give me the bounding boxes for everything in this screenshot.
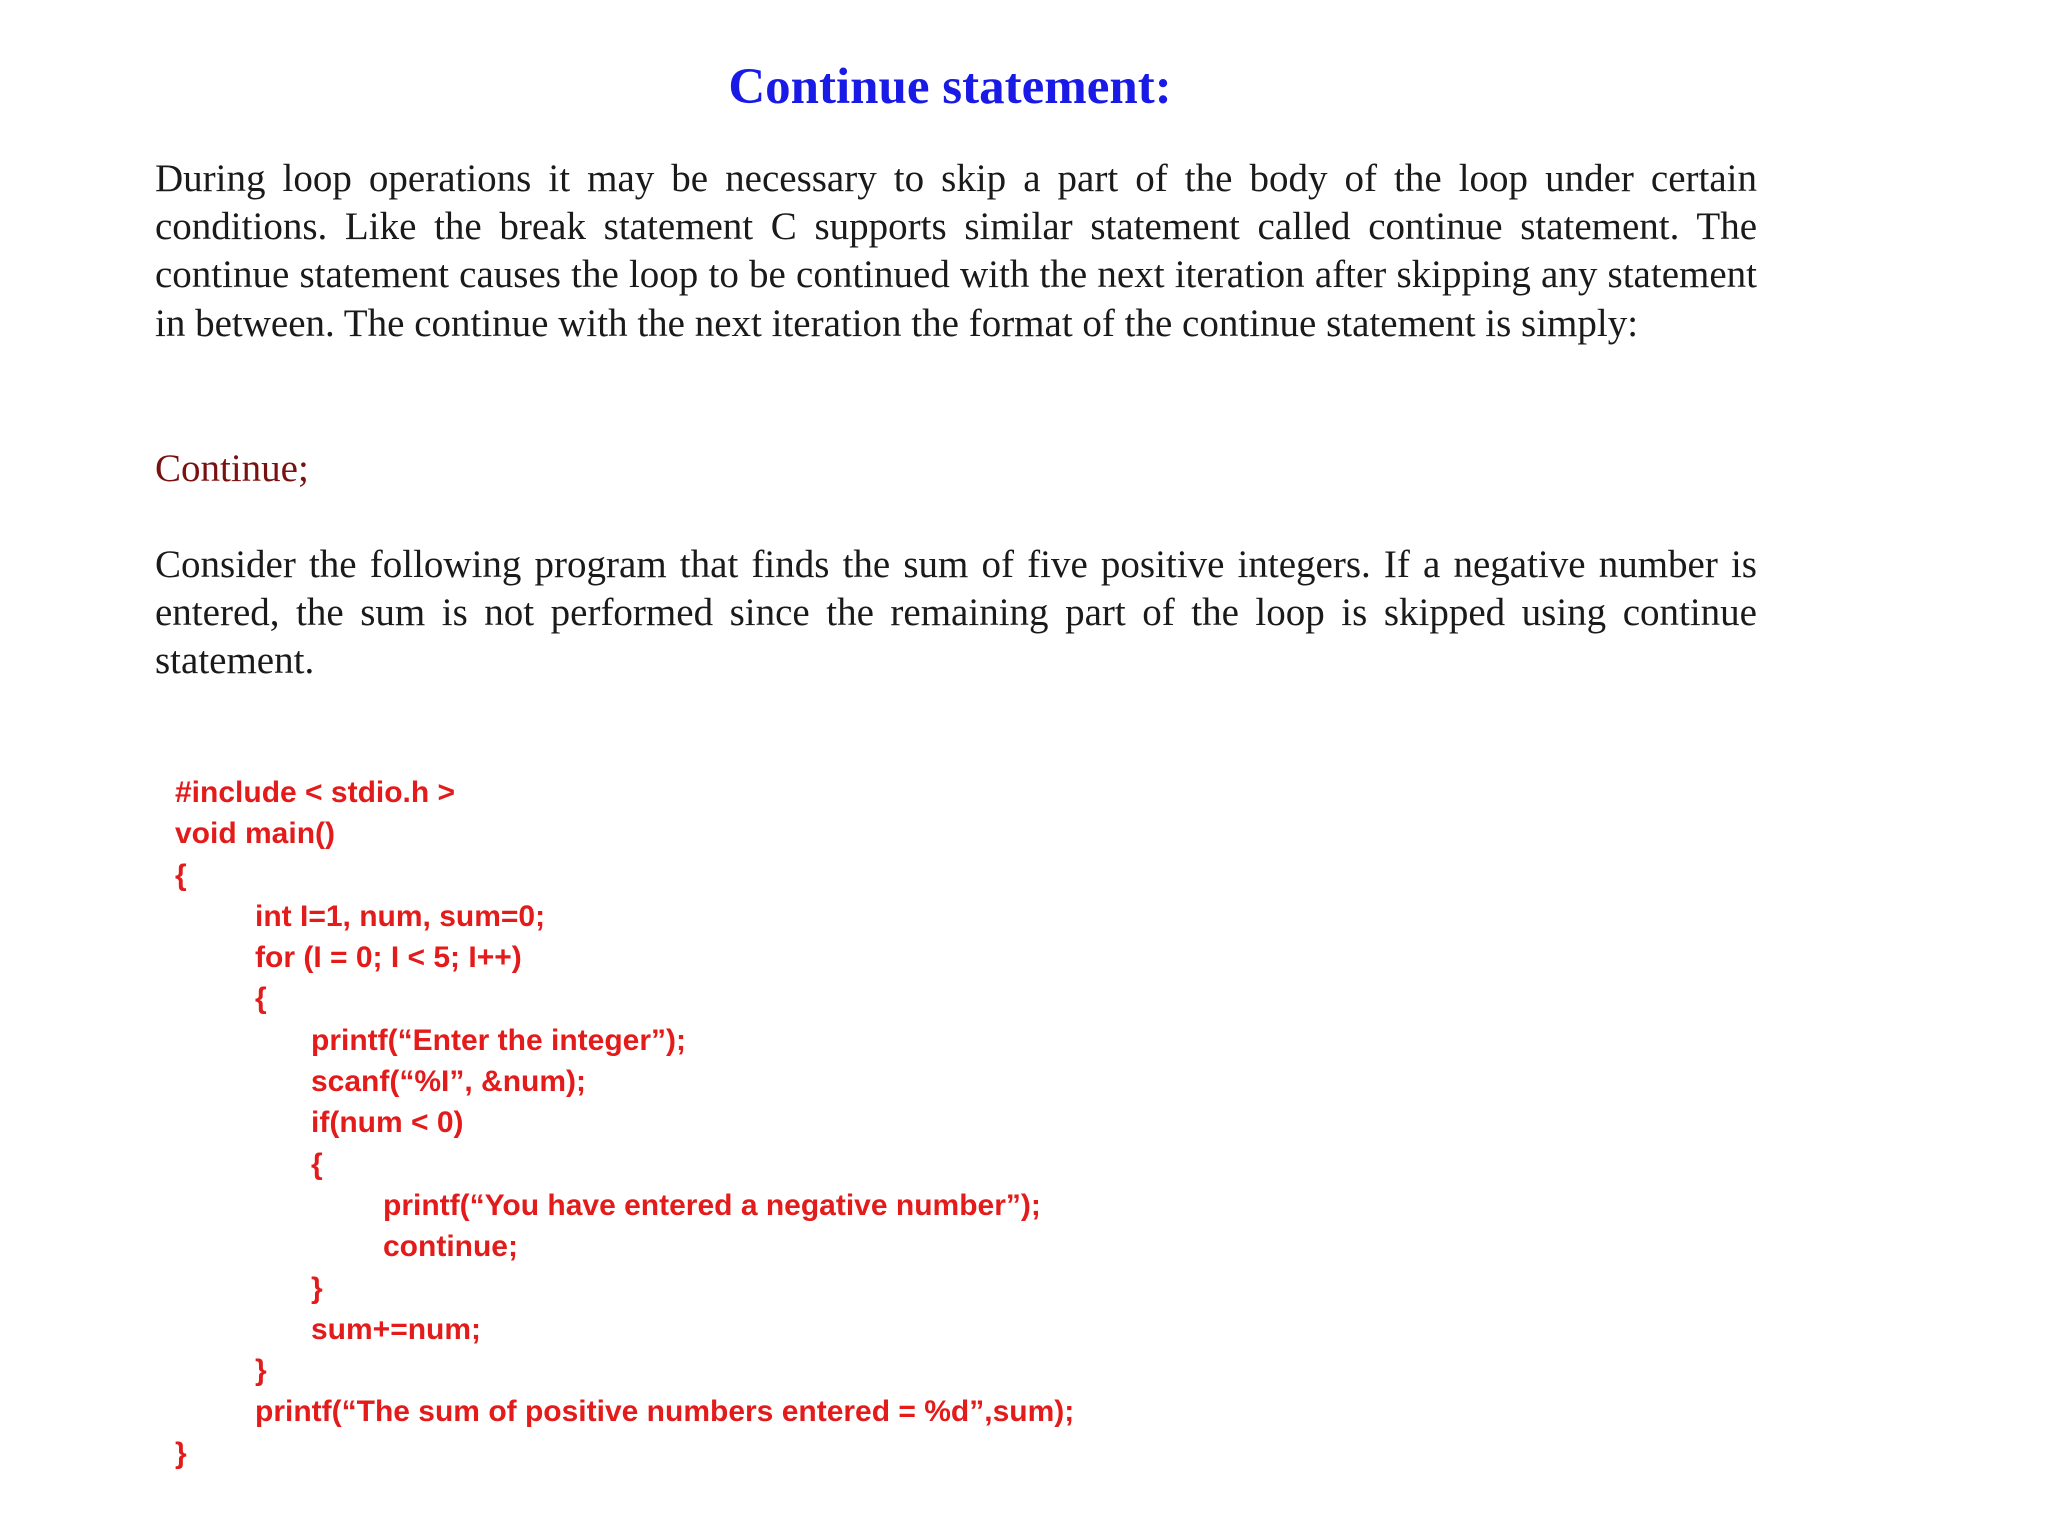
code-line: }: [255, 1354, 267, 1388]
code-line: {: [255, 982, 267, 1016]
continue-syntax: Continue;: [155, 447, 309, 490]
code-line: scanf(“%I”, &num);: [311, 1065, 587, 1099]
code-line: sum+=num;: [311, 1312, 482, 1346]
code-line: void main(): [175, 817, 336, 851]
code-block: [175, 772, 1074, 1474]
code-line: }: [175, 1436, 187, 1470]
code-line: if(num < 0): [311, 1106, 464, 1140]
code-line: #include < stdio.h >: [175, 776, 456, 809]
page-title: Continue statement:: [728, 59, 1172, 115]
code-line: int I=1, num, sum=0;: [255, 899, 546, 933]
code-line: }: [311, 1271, 323, 1305]
code-line: printf(“You have entered a negative number”);: [383, 1188, 1041, 1222]
code-line: printf(“The sum of positive numbers entered = %d”,sum);: [255, 1395, 1075, 1429]
intro-paragraph: During loop operations it may be necessary to skip a part of the body of the loop under certain conditions. Like the break statement C supports similar statement called continue statement. The continue statement causes the loop to be continued with the next iteration after skipping any statement in between. The continue with the next iteration the format of the continue statement is simply:: [155, 157, 1757, 345]
code-line: printf(“Enter the integer”);: [311, 1023, 686, 1057]
code-line: for (I = 0; I < 5; I++): [255, 941, 522, 975]
code-line: continue;: [383, 1230, 518, 1264]
example-paragraph: Consider the following program that finds the sum of five positive integers. If a negative number is entered, the sum is not performed since the remaining part of the loop is skipped using continue statement.: [155, 543, 1757, 683]
code-line: {: [175, 858, 187, 892]
code-line: {: [311, 1147, 323, 1181]
